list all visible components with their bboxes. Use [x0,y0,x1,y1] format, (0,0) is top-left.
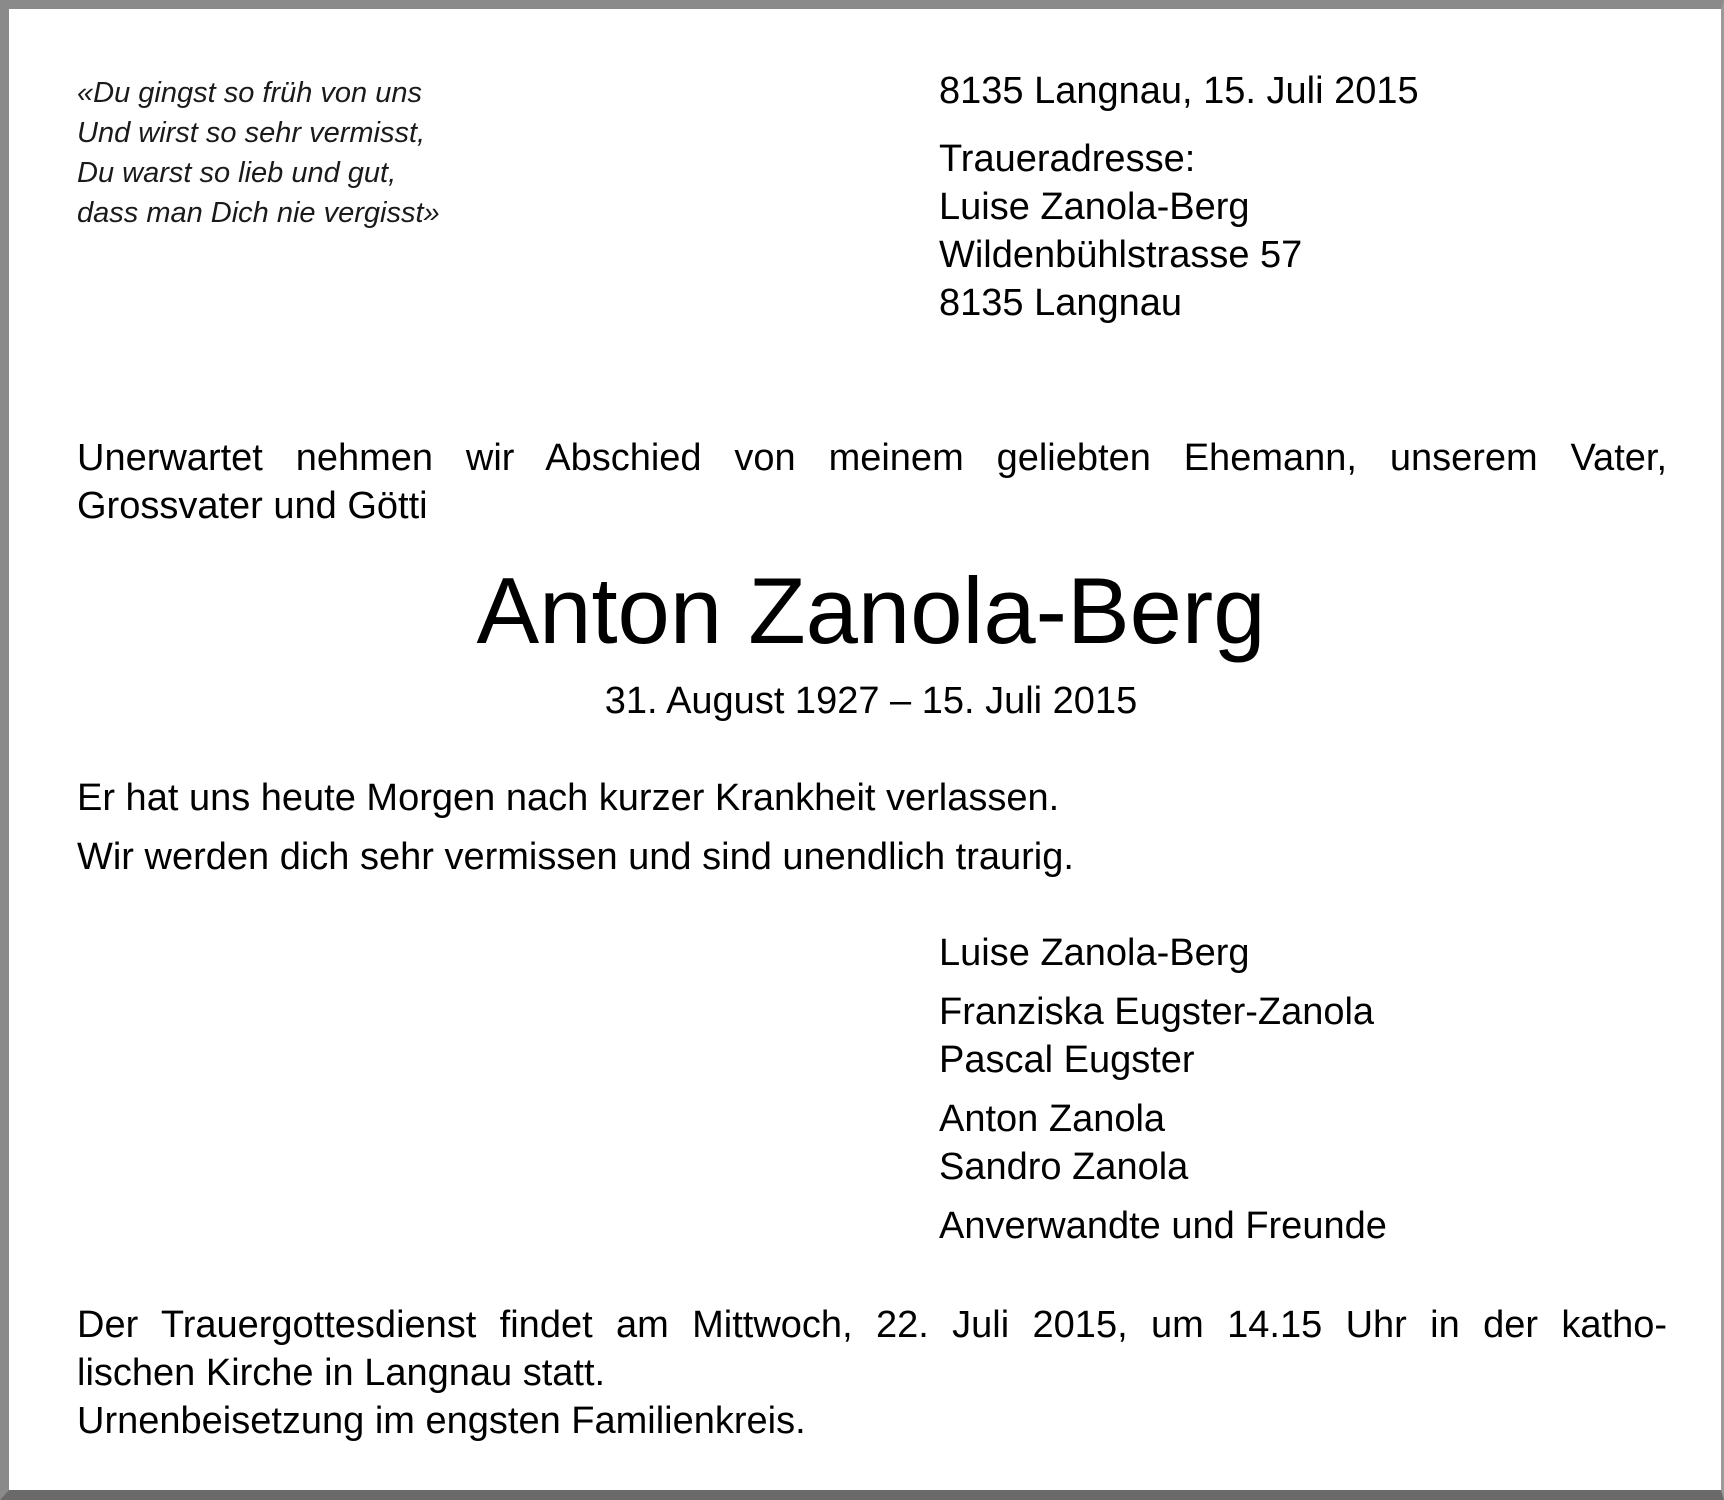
intro-text [77,434,1667,530]
mourning-address [939,135,1302,327]
message-line: Wir werden dich sehr vermissen und sind unendlich traurig. [77,836,1074,878]
mourner-name: Anton Zanola [939,1098,1166,1140]
service-line: Der Trauergottesdienst findet am Mittwoch, 22. Juli 2015, um 14.15 Uhr in der katho- [77,1304,1667,1346]
mourner-name: Luise Zanola-Berg [939,932,1250,974]
mourner-name: Franziska Eugster-Zanola [939,991,1375,1033]
message-line: Er hat uns heute Morgen nach kurzer Krankheit verlassen. [77,777,1060,819]
service-line: lischen Kirche in Langnau statt. [77,1352,606,1394]
deceased-name: Anton Zanola-Berg [476,558,1266,663]
intro-line: Unerwartet nehmen wir Abschied von meinem geliebten Ehemann, unserem Vater, [77,437,1667,479]
address-name: Luise Zanola-Berg [939,186,1250,228]
mourner-name: Pascal Eugster [939,1039,1195,1081]
quote-line: dass man Dich nie vergisst» [77,197,440,229]
mourner-group [939,1202,1387,1250]
quote-line: Und wirst so sehr vermisst, [77,117,426,149]
lifespan-dates: 31. August 1927 – 15. Juli 2015 [604,680,1138,722]
memorial-quote [77,73,637,233]
mourners-list [939,929,1387,1261]
mourner-name: Sandro Zanola [939,1146,1189,1188]
mourner-group [939,1095,1387,1191]
quote-line: «Du gingst so früh von uns [77,77,422,109]
mourner-name: Anverwandte und Freunde [939,1205,1387,1247]
address-label: Traueradresse: [939,138,1196,180]
service-announcement [77,1301,1667,1445]
intro-line: Grossvater und Götti [77,485,428,527]
place-and-date: 8135 Langnau, 15. Juli 2015 [939,70,1419,112]
service-line: Urnenbeisetzung im engsten Familienkreis. [77,1400,806,1442]
mourner-group [939,929,1387,977]
address-street: Wildenbühlstrasse 57 [939,234,1303,276]
mourner-group [939,988,1387,1084]
quote-line: Du warst so lieb und gut, [77,157,397,189]
address-city: 8135 Langnau [939,282,1183,324]
